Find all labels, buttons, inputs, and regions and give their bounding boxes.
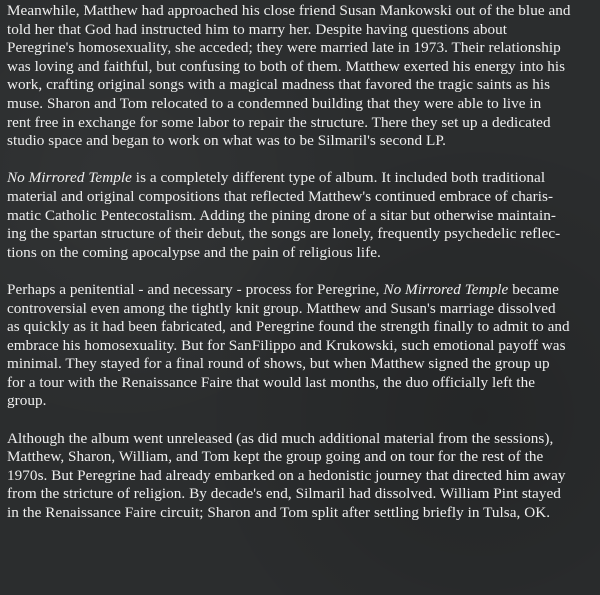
text-line: minimal. They stayed for a final round of shows, but when Matthew signed the group up xyxy=(7,355,550,373)
paragraph-3 xyxy=(7,281,594,411)
text-line xyxy=(7,169,594,188)
text-line: told her that God had instructed him to marry her. Despite having questions about xyxy=(7,20,508,38)
text-line: ing the spartan structure of their debut, the songs are lonely, frequently psychedelic reflec- xyxy=(7,225,561,243)
text-line: controversial even among the tightly knit group. Matthew and Susan's marriage dissolved xyxy=(7,299,556,317)
text-line: matic Catholic Pentecostalism. Adding the pining drone of a sitar but otherwise maintain- xyxy=(7,206,556,224)
text-line: from the stricture of religion. By decade's end, Silmaril had dissolved. William Pint stayed xyxy=(7,485,561,503)
text-line: Peregrine's homosexuality, she acceded; they were married late in 1973. Their relationship xyxy=(7,39,561,57)
text-line: embrace his homosexuality. But for SanFilippo and Krukowski, such emotional payoff was xyxy=(7,336,566,354)
text-line: Matthew, Sharon, William, and Tom kept the group going and on tour for the rest of the xyxy=(7,448,544,466)
text-line: for a tour with the Renaissance Faire that would last months, the duo officially left the xyxy=(7,373,536,391)
text-line: Meanwhile, Matthew had approached his close friend Susan Mankowski out of the blue and xyxy=(7,2,571,19)
text-line: work, crafting original songs with a magical madness that favored the tragic saints as his xyxy=(7,76,551,94)
text-line: as quickly as it had been fabricated, and Peregrine found the strength finally to admit to and xyxy=(7,318,570,336)
album-title: No Mirrored Temple xyxy=(383,280,509,298)
text-line: in the Renaissance Faire circuit; Sharon and Tom split after settling briefly in Tulsa, OK. xyxy=(7,504,551,522)
text-line: muse. Sharon and Tom relocated to a condemned building that they were able to live in xyxy=(7,94,542,112)
text-line: was loving and faithful, but confusing to both of them. Matthew exerted his energy into his xyxy=(7,57,566,75)
text-line: 1970s. But Peregrine had already embarked on a hedonistic journey that directed him away xyxy=(7,466,566,484)
text-line xyxy=(7,281,594,300)
text-line: group. xyxy=(7,392,47,410)
paragraph-2 xyxy=(7,169,594,262)
text-run: is a completely different type of album. It included both traditional xyxy=(135,169,546,187)
text-line: material and original compositions that reflected Matthew's continued embrace of charis- xyxy=(7,187,554,205)
text-line: studio space and began to work on what was to be Silmaril's second LP. xyxy=(7,132,447,150)
text-line: Although the album went unreleased (as did much additional material from the sessions), xyxy=(7,429,554,447)
text-line: rent free in exchange for some labor to repair the structure. There they set up a dedicated xyxy=(7,113,551,131)
paragraph-1 xyxy=(7,2,594,151)
paragraph-4 xyxy=(7,430,594,523)
text-run: Perhaps a penitential - and necessary - process for Peregrine, xyxy=(7,280,380,298)
text-run: became xyxy=(512,280,559,298)
text-line: tions on the coming apocalypse and the pain of religious life. xyxy=(7,243,381,261)
album-title: No Mirrored Temple xyxy=(7,169,132,187)
